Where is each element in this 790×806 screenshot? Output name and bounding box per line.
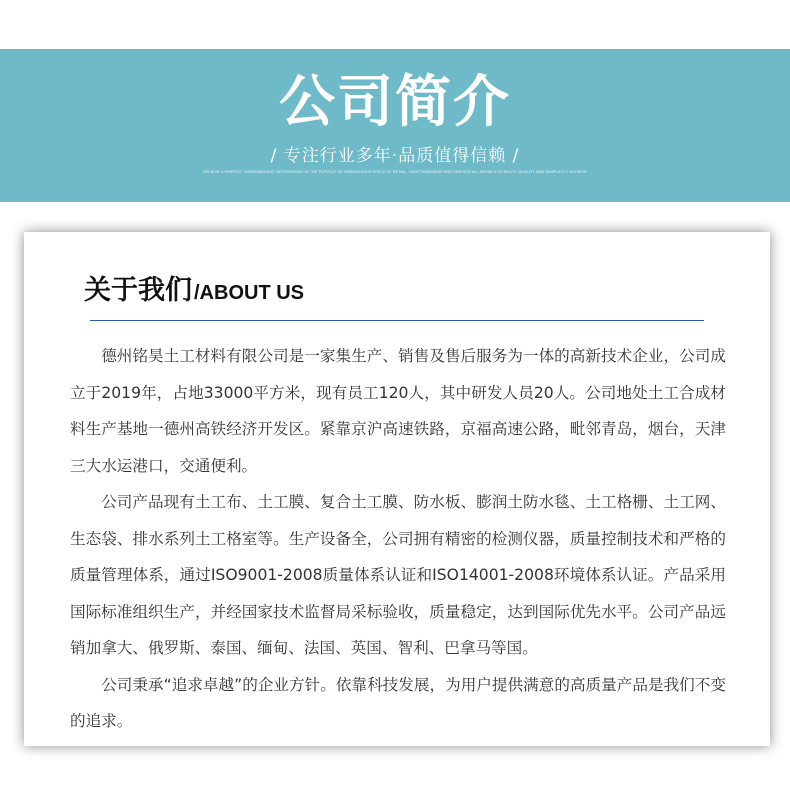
banner (0, 49, 790, 202)
banner-fine-print: BELIEVE A PERFECT WORKMANSHIP, INTEGRATING IN THE PURSUIT OF HARMONIOUS SPACE AT DETAIL, CRAFTSMANSHIP AND SERVICE ALL DETAILS TO ENJOY QUALITY AND SIMPLICITY, ACHIEVE (203, 169, 587, 174)
paragraph-mission: 公司秉承“追求卓越”的企业方针。依靠科技发展，为用户提供满意的高质量产品是我们不变的追求。 (70, 675, 726, 730)
banner-title: 公司简介 (279, 70, 511, 135)
banner-subtitle: / 专注行业多年·品质值得信赖 / (270, 146, 520, 166)
heading-divider (90, 320, 704, 321)
about-body (70, 338, 726, 740)
paragraph-intro: 德州铭昊土工材料有限公司是一家集生产、销售及售后服务为一体的高新技术企业，公司成立于2019年，占地33000平方米，现有员工120人，其中研发人员20人。公司地处土工合成材料生产基地一德州高铁经济开发区。紧靠京沪高速铁路，京福高速公路，毗邻青岛，烟台，天津三大水运港口，交通便利。 (70, 347, 726, 475)
section-title-cn: 关于我们 (84, 275, 192, 306)
paragraph-products: 公司产品现有土工布、土工膜、复合土工膜、防水板、膨润土防水毯、土工格栅、土工网、生态袋、排水系列土工格室等。生产设备全，公司拥有精密的检测仪器，质量控制技术和严格的质量管理体系，通过ISO9001-2008质量体系认证和ISO14001-2008环境体系认证。产品采用国际标准组织生产，并经国家技术监督局采标验收，质量稳定，达到国际优先水平。公司产品远销加拿大、俄罗斯、泰国、缅甸、法国、英国、智利、巴拿马等国。 (70, 493, 726, 657)
section-heading (84, 268, 304, 307)
section-title-en: /ABOUT US (194, 282, 304, 304)
about-card (24, 232, 770, 746)
